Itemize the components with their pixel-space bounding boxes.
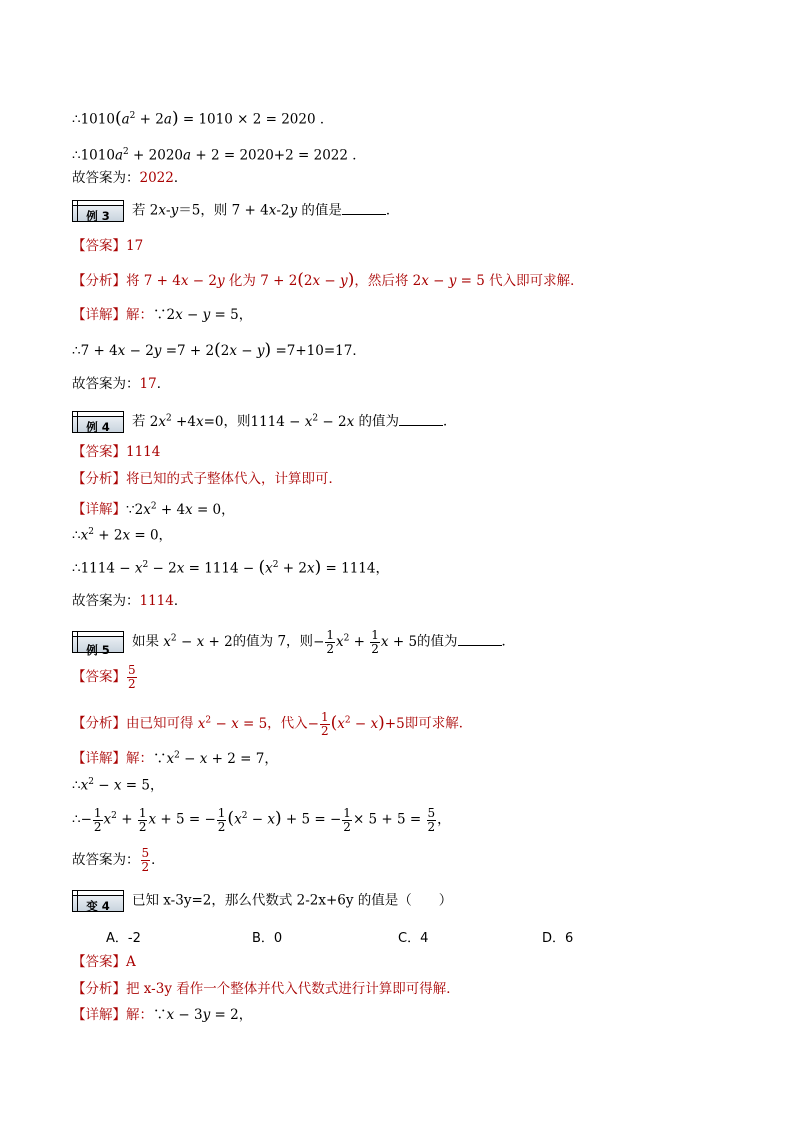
conclusion-label: 故答案为： <box>72 170 140 186</box>
example-4-step-1: $\therefore x^2 + 2x = 0$， <box>72 527 173 544</box>
example-3-analysis: 【分析】将 7 + 4x − 2y 化为 7 + 2(2x − y)，然后将 2x − y = 5 代入即可求解． <box>72 270 584 290</box>
answer-blank <box>399 413 443 426</box>
example-4-analysis: 【分析】将已知的式子整体代入，计算即可． <box>72 471 342 487</box>
example-3-step: ∴7 + 4x − 2y =7 + 2(2x − y) =7+10=17． <box>72 340 366 360</box>
conclusion-2022: 故答案为：2022． <box>72 170 188 186</box>
conclusion-value: 2022 <box>139 170 174 186</box>
answer-fraction: $\frac{5}{2}$ <box>128 663 136 691</box>
choice-d: D．6 <box>542 931 574 946</box>
choice-c: C．4 <box>398 931 429 946</box>
example-5-step-1: $\therefore x^2 - x = 5$， <box>72 777 164 794</box>
example-3-detail: 【详解】解：∵2x − y = 5， <box>72 307 253 323</box>
choice-b: B．0 <box>252 931 283 946</box>
answer-value: 17 <box>126 238 144 254</box>
example-5-detail: 【详解】解：$\because x^2 - x + 2 = 7$， <box>72 750 278 767</box>
variant-4-analysis: 【分析】把 x-3y 看作一个整体并代入代数式进行计算即可得解． <box>72 981 460 997</box>
variant-4-question: 变 4 已知 x-3y=2，那么代数式 2-2x+6y 的值是（ ） <box>72 890 452 912</box>
answer-blank <box>458 633 502 646</box>
example-5-conclusion: 故答案为： $\frac{5}{2}$ ． <box>72 846 165 874</box>
example-4-question: 例 4 若 $2x^2 +4x=0$，则$1114 - x^2 - 2x$ 的值为 ． <box>72 408 457 433</box>
example-5-answer: 【答案】 $\frac{5}{2}$ <box>72 663 136 691</box>
example-5-analysis: 【分析】由已知可得 $x^2 - x = 5$，代入− $\frac{1}{2}$ $(x^2 - x)+5$即可求解． <box>72 709 473 738</box>
example-4-badge: 例 4 <box>72 411 124 433</box>
example-5-question: 例 5 如果 $x^2 - x + 2$的值为 7，则− $\frac{1}{2}$ $x^2$ + $\frac{1}{2}$ x + 5的值为 ． <box>72 625 515 656</box>
variant-4-detail: 【详解】解：∵x − 3y = 2， <box>72 1007 253 1023</box>
example-4-answer: 【答案】1114 <box>72 444 161 460</box>
math-line-2: $\therefore 1010a^2 + 2020a + 2 = 2020+2 = 2022$ ． <box>72 147 366 164</box>
variant-4-badge: 变 4 <box>72 890 124 912</box>
example-5-step-2: ∴− $\frac{1}{2}$ $x^2$ + $\frac{1}{2}$ x + 5 = − $\frac{1}{2}$ $(x^2 - x) + 5$ = − $\frac{1}{2}$ × 5 + 5 = $\frac{5}{2}$ ， <box>72 805 451 834</box>
variant-4-answer: 【答案】A <box>72 954 136 970</box>
choice-a: A．-2 <box>106 931 141 946</box>
example-4-detail: 【详解】$\because 2x^2 + 4x = 0$， <box>72 501 235 518</box>
example-5-badge: 例 5 <box>72 631 124 653</box>
example-3-question: 例 3 若 2x-y＝5，则 7 + 4x-2y 的值是 ． <box>72 200 399 222</box>
answer-blank <box>342 202 386 215</box>
example-3-badge: 例 3 <box>72 200 124 222</box>
example-3-conclusion: 故答案为：17． <box>72 376 171 392</box>
example-3-answer: 【答案】17 <box>72 238 144 254</box>
math-line-1: $\therefore 1010(a^2 + 2a) = 1010 \times 2 = 2020$ ． <box>72 108 334 129</box>
example-4-conclusion: 故答案为：1114． <box>72 593 188 609</box>
example-4-step-2: ∴1114 − $x^2 - 2x = 1114 - (x^2 + 2x) = 1114$， <box>72 557 389 578</box>
